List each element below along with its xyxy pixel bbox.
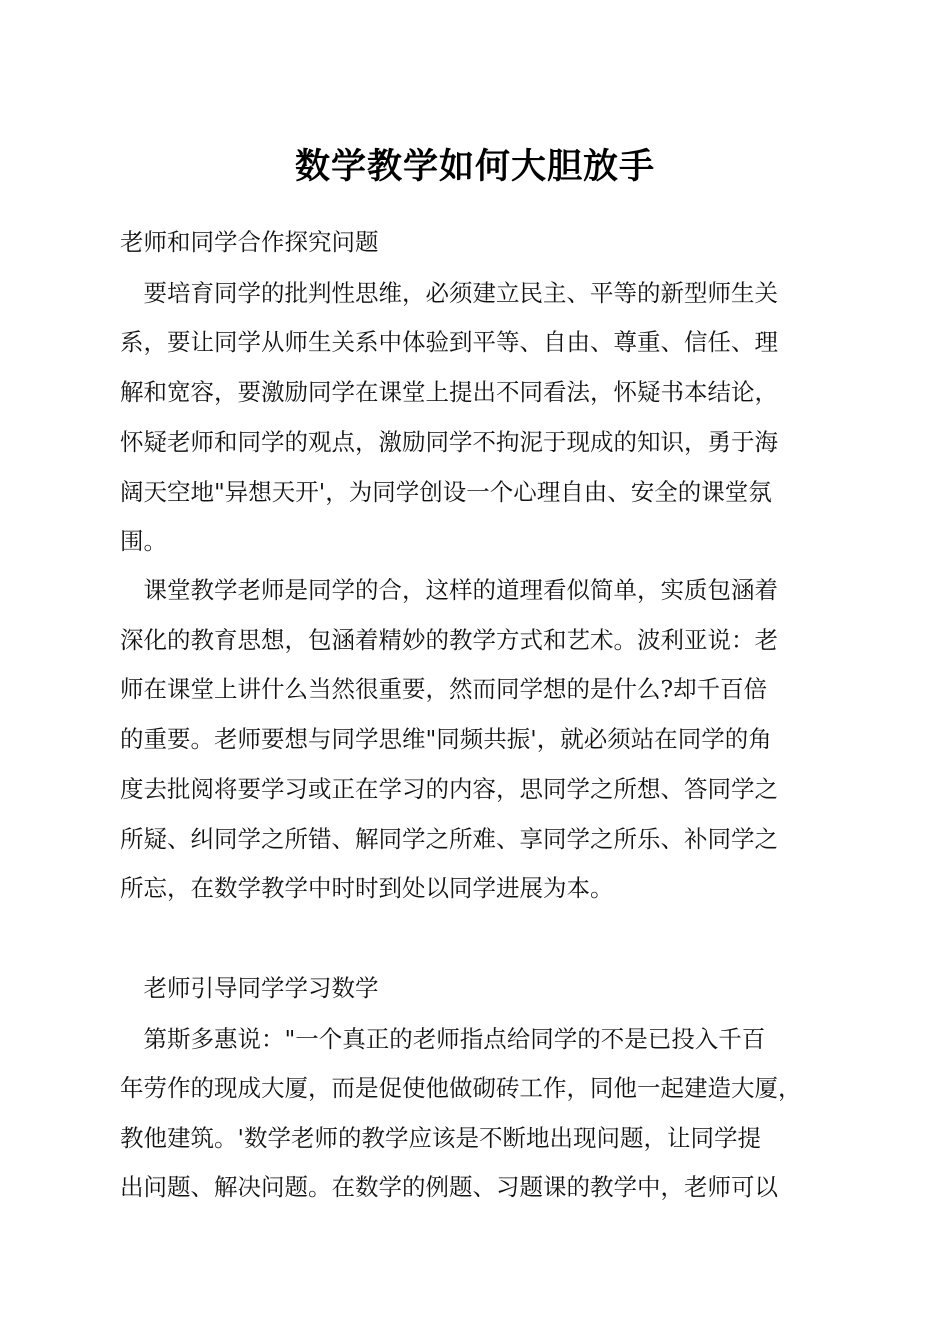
text-line: 年劳作的现成大厦，而是促使他做砌砖工作，同他一起建造大厦， [120, 1074, 802, 1102]
text-line: 要培育同学的批判性思维，必须建立民主、平等的新型师生关 [120, 279, 778, 307]
text-line: 师在课堂上讲什么当然很重要，然而同学想的是什么?却千百倍 [120, 675, 768, 703]
document-title: 数学教学如何大胆放手 [294, 147, 655, 187]
text-line: 的重要。老师要想与同学思维"同频共振'，就必须站在同学的角 [120, 725, 772, 753]
section-heading-guidance: 老师引导同学学习数学 [120, 974, 379, 1002]
text-line: 系，要让同学从师生关系中体验到平等、自由、尊重、信任、理 [120, 328, 778, 356]
text-line: 阔天空地"异想天开'，为同学创设一个心理自由、安全的课堂氛 [120, 478, 772, 506]
text-line: 课堂教学老师是同学的合，这样的道理看似简单，实质包涵着 [120, 576, 778, 604]
section-heading-cooperation: 老师和同学合作探究问题 [120, 228, 379, 256]
text-line: 怀疑老师和同学的观点，激励同学不拘泥于现成的知识，勇于海 [120, 428, 778, 456]
text-line: 围。 [120, 527, 167, 555]
text-line: 所忘，在数学教学中时时到处以同学进展为本。 [120, 874, 614, 902]
text-line: 第斯多惠说："一个真正的老师指点给同学的不是已投入千百 [120, 1025, 766, 1053]
text-line: 所疑、纠同学之所错、解同学之所难、享同学之所乐、补同学之 [120, 825, 778, 853]
text-line: 深化的教育思想，包涵着精妙的教学方式和艺术。波利亚说：老 [120, 626, 778, 654]
text-line: 解和宽容，要激励同学在课堂上提出不同看法，怀疑书本结论， [120, 378, 778, 406]
text-line: 度去批阅将要学习或正在学习的内容，思同学之所想、答同学之 [120, 775, 778, 803]
text-line: 出问题、解决问题。在数学的例题、习题课的教学中，老师可以 [120, 1173, 778, 1201]
text-line: 教他建筑。'数学老师的教学应该是不断地出现问题，让同学提 [120, 1124, 761, 1152]
